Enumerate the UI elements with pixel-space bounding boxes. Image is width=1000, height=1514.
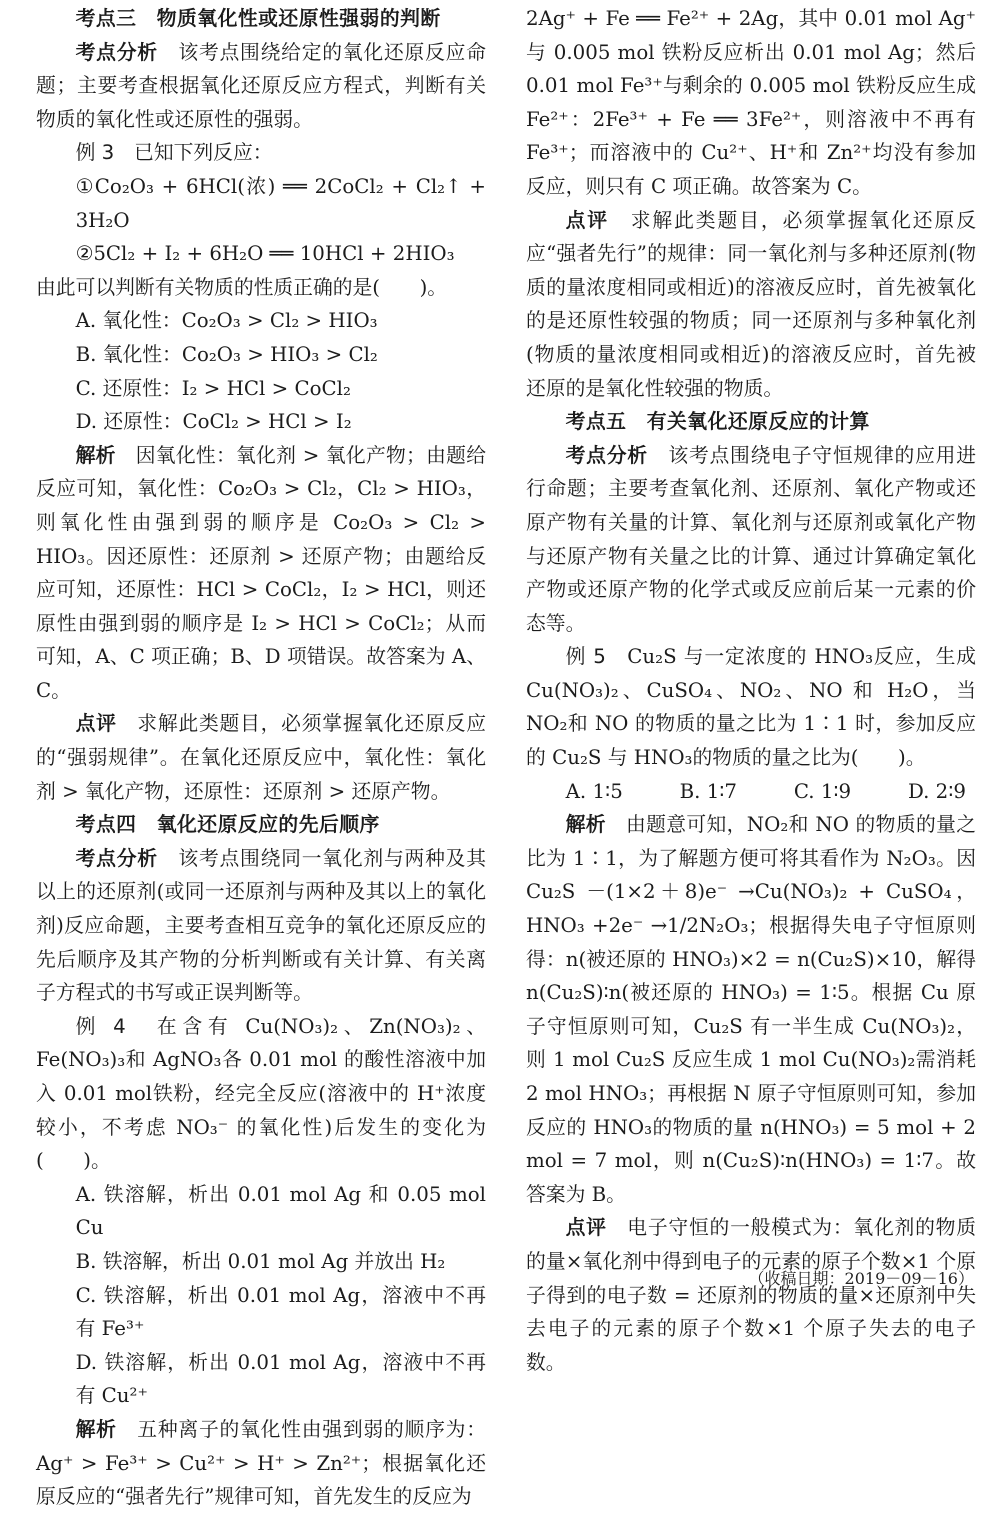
example-4-solution [36, 1413, 486, 1514]
example-label: 例 3 [75, 141, 115, 165]
example-3-stem [36, 136, 486, 170]
section-4-title: 考点四 氧化还原反应的先后顺序 [75, 813, 380, 837]
example-5-choices [526, 775, 976, 809]
analysis-label: 考点分析 [565, 443, 648, 467]
comment-text: 电子守恒的一般模式为：氧化剂的物质的量×氧化剂中得到电子的元素的原子个数×1 个原子得到的电子数 = 还原剂的物质的量×还原剂中失去电子的元素的原子个数×1 个原子失去的电子数。 [526, 1216, 976, 1374]
example-stem-text: 在含有 Cu(NO₃)₂、Zn(NO₃)₂、Fe(NO₃)₃和 AgNO₃各 0.01 mol 的酸性溶液中加入 0.01 mol铁粉，经完全反应(溶液中的 H⁺浓度较小，不考虑 NO₃⁻ 的氧化性)后发生的变化为( )。 [36, 1014, 487, 1173]
example-3-option-c: C. 还原性：I₂ > HCl > CoCl₂ [75, 376, 351, 400]
example-4-comment [526, 204, 976, 406]
solution-text: 五种离子的氧化性由强到弱的顺序为：Ag⁺ > Fe³⁺ > Cu²⁺ > H⁺ > Zn²⁺；根据氧化还原反应的“强者先行”规律可知，首先发生的反应为 [36, 1417, 486, 1509]
left-column [36, 2, 486, 1514]
example-stem-text: Cu₂S 与一定浓度的 HNO₃反应，生成 Cu(NO₃)₂、CuSO₄、NO₂、NO 和 H₂O，当 NO₂和 NO 的物质的量之比为 1∶1 时，参加反应的 Cu₂S 与 HNO₃的物质的量之比为( )。 [526, 645, 977, 770]
example-3-question: 由此可以判断有关物质的性质正确的是( )。 [36, 275, 448, 299]
example-3-comment [36, 707, 486, 808]
example-stem-text: 已知下列反应： [114, 141, 273, 165]
example-5-comment [526, 1211, 976, 1379]
analysis-text: 该考点围绕给定的氧化还原反应命题；主要考查根据氧化还原反应方程式，判断有关物质的氧化性或还原性的强弱。 [36, 40, 486, 131]
comment-text: 求解此类题目，必须掌握氧化还原反应的“强弱规律”。在氧化还原反应中，氧化性：氧化剂 > 氧化产物，还原性：还原剂 > 还原产物。 [36, 712, 486, 803]
right-column [526, 2, 976, 1379]
example-3-reaction-2: ②5Cl₂ + I₂ + 6H₂O ══ 10HCl + 2HIO₃ [75, 242, 455, 266]
example-5-solution [526, 808, 976, 1211]
example-3-option-b: B. 氧化性：Co₂O₃ > HIO₃ > Cl₂ [75, 342, 378, 366]
example-4-option-b: B. 铁溶解，析出 0.01 mol Ag 并放出 H₂ [75, 1249, 446, 1273]
example-4-option-d: D. 铁溶解，析出 0.01 mol Ag，溶液中不再有 Cu²⁺ [75, 1350, 486, 1408]
section-3-analysis [36, 36, 486, 137]
analysis-label: 考点分析 [75, 846, 158, 870]
analysis-text: 该考点围绕同一氧化剂与两种及其以上的还原剂(或同一还原剂与两种及其以上的氧化剂)反应命题，主要考查相互竞争的氧化还原反应的先后顺序及其产物的分析判断或有关计算、有关离子方程式的书写或正误判断等。 [36, 846, 486, 1005]
comment-label: 点评 [565, 208, 609, 232]
example-5-option-c: C. 1∶9 [793, 779, 852, 803]
example-4-stem [36, 1010, 486, 1178]
solution-text: 由题意可知，NO₂和 NO 的物质的量之比为 1∶1，为了解题方便可将其看作为 N₂O₃。因 Cu₂S －(1×2＋8)e⁻ →Cu(NO₃)₂ + CuSO₄，HNO₃ +2e⁻ →1/2N₂O₃；根据得失电子守恒原则得：n(被还原的 HNO₃)×2 = n(Cu₂S)×10，解得 n(Cu₂S)∶n(被还原的 HNO₃) = 1∶5。根据 Cu 原子守恒原则可知，Cu₂S 有一半生成 Cu(NO₃)₂，则 1 mol Cu₂S 反应生成 1 mol Cu(NO₃)₂需消耗2 mol HNO₃；再根据 N 原子守恒原则可知，参加反应的 HNO₃的物质的量 n(HNO₃) = 5 mol + 2 mol = 7 mol，则 n(Cu₂S)∶n(HNO₃) = 1∶7。故答案为 B。 [526, 813, 976, 1206]
section-4-analysis [36, 842, 486, 1010]
example-label: 例 5 [565, 645, 606, 669]
solution-label: 解析 [75, 1417, 117, 1441]
example-4-option-a: A. 铁溶解，析出 0.01 mol Ag 和 0.05 mol Cu [75, 1182, 486, 1240]
comment-label: 点评 [565, 1216, 607, 1240]
solution-label: 解析 [75, 443, 116, 467]
example-3-option-d: D. 还原性：CoCl₂ > HCl > I₂ [75, 410, 352, 434]
example-4-solution-continued: 2Ag⁺ + Fe ══ Fe²⁺ + 2Ag，其中 0.01 mol Ag⁺与 0.005 mol 铁粉反应析出 0.01 mol Ag；然后 0.01 mol Fe³⁺与剩余的 0.005 mol 铁粉反应生成 Fe²⁺：2Fe³⁺ + Fe ══ 3Fe²⁺，则溶液中不再有 Fe³⁺；而溶液中的 Cu²⁺、H⁺和 Zn²⁺均没有参加反应，则只有 C 项正确。故答案为 C。 [526, 7, 976, 198]
example-3-reaction-1: ①Co₂O₃ + 6HCl(浓) ══ 2CoCl₂ + Cl₂↑ + 3H₂O [75, 174, 486, 232]
section-5-title: 考点五 有关氧化还原反应的计算 [565, 410, 870, 434]
analysis-text: 该考点围绕电子守恒规律的应用进行命题；主要考查氧化剂、还原剂、氧化产物或还原产物有关量的计算、氧化剂与还原剂或氧化产物与还原产物有关量之比的计算、通过计算确定氧化产物或还原产物的化学式或反应前后某一元素的价态等。 [526, 443, 976, 635]
solution-text: 因氧化性：氧化剂 > 氧化产物；由题给反应可知，氧化性：Co₂O₃ > Cl₂，Cl₂ > HIO₃，则氧化性由强到弱的顺序是 Co₂O₃ > Cl₂ > HIO₃。因还原性：还原剂 > 还原产物；由题给反应可知，还原性：HCl > CoCl₂，I₂ > HCl，则还原性由强到弱的顺序是 I₂ > HCl > CoCl₂；从而可知，A、C 项正确；B、D 项错误。故答案为 A、C。 [36, 443, 486, 702]
example-3-option-a: A. 氧化性：Co₂O₃ > Cl₂ > HIO₃ [75, 309, 378, 333]
example-5-stem [526, 640, 976, 774]
example-4-option-c: C. 铁溶解，析出 0.01 mol Ag，溶液中不再有 Fe³⁺ [75, 1283, 486, 1341]
example-3-solution [36, 439, 486, 708]
received-date: （收稿日期：2019－09－16） [748, 1269, 974, 1288]
section-3-title: 考点三 物质氧化性或还原性强弱的判断 [75, 7, 441, 30]
example-5-option-d: D. 2∶9 [907, 779, 966, 803]
section-5-analysis [526, 439, 976, 641]
example-label: 例 4 [75, 1014, 126, 1038]
comment-text: 求解此类题目，必须掌握氧化还原反应“强者先行”的规律：同一氧化剂与多种还原剂(物质的量浓度相同或相近)的溶液反应时，首先被氧化的是还原性较强的物质；同一还原剂与多种氧化剂(物质的量浓度相同或相近)的溶液反应时，首先被还原的是氧化性较强的物质。 [526, 208, 976, 400]
example-5-option-a: A. 1∶5 [565, 779, 623, 803]
solution-label: 解析 [565, 813, 606, 837]
analysis-label: 考点分析 [75, 40, 158, 64]
comment-label: 点评 [75, 712, 117, 736]
example-5-option-b: B. 1∶7 [679, 779, 738, 803]
